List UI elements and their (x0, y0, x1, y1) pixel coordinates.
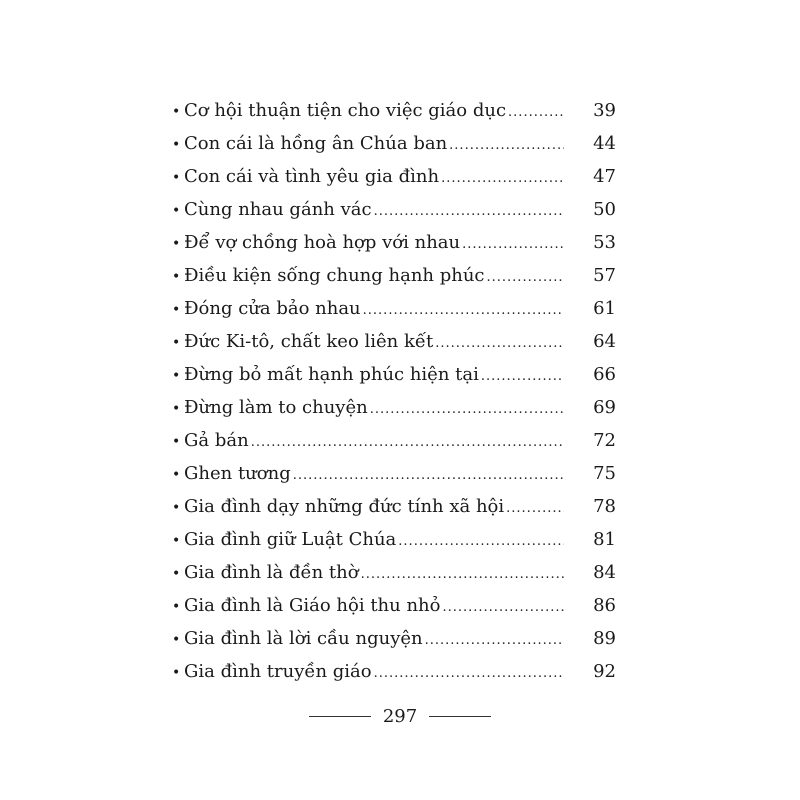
toc-entry-title: Gia đình dạy những đức tính xã hội (184, 496, 505, 517)
toc-entry-page: 81 (593, 529, 616, 550)
toc-entry-title: Gia đình truyền giáo (184, 661, 372, 682)
bullet-icon: • (172, 599, 181, 615)
dot-leader (481, 360, 564, 393)
toc-entry (172, 292, 616, 325)
dot-leader (425, 624, 564, 657)
page-number: 297 (382, 706, 418, 727)
toc-entry (172, 457, 616, 490)
toc-entry (172, 226, 616, 259)
toc-entry-title: Đức Ki-tô, chất keo liên kết (184, 331, 434, 352)
dot-leader (374, 657, 564, 690)
toc-entry-page: 72 (593, 430, 616, 451)
bullet-icon: • (172, 632, 181, 648)
toc-entry-page: 64 (593, 331, 616, 352)
footer-rule-right (429, 716, 491, 717)
bullet-icon: • (172, 665, 181, 681)
bullet-icon: • (172, 533, 181, 549)
toc-entry (172, 589, 616, 622)
dot-leader (442, 591, 564, 624)
toc-entry-title: Con cái là hồng ân Chúa ban (184, 133, 448, 154)
bullet-icon: • (172, 236, 181, 252)
toc-entry-title: Gia đình là đền thờ (184, 562, 359, 583)
toc-entry (172, 523, 616, 556)
toc-entry-title: Gia đình là Giáo hội thu nhỏ (184, 595, 441, 616)
dot-leader (363, 294, 564, 327)
toc-entry-title: Đừng bỏ mất hạnh phúc hiện tại (184, 364, 479, 385)
toc-entry-title: Cơ hội thuận tiện cho việc giáo dục (184, 100, 507, 121)
toc-entry-page: 84 (593, 562, 616, 583)
toc-entry-title: Đừng làm to chuyện (184, 397, 368, 418)
toc-entry-page: 39 (593, 100, 616, 121)
toc-entry-page: 69 (593, 397, 616, 418)
dot-leader (441, 162, 564, 195)
toc-entry-page: 50 (593, 199, 616, 220)
dot-leader (462, 228, 564, 261)
bullet-icon: • (172, 434, 181, 450)
toc-entry-title: Đóng cửa bảo nhau (184, 298, 361, 319)
toc-entry (172, 193, 616, 226)
toc-entry-title: Để vợ chồng hoà hợp với nhau (184, 232, 461, 253)
dot-leader (374, 195, 564, 228)
toc-entry-title: Điều kiện sống chung hạnh phúc (184, 265, 485, 286)
toc-entry-page: 92 (593, 661, 616, 682)
bullet-icon: • (172, 401, 181, 417)
toc-entry-title: Ghen tương (184, 463, 291, 484)
toc-entry-title: Con cái và tình yêu gia đình (184, 166, 440, 187)
dot-leader (361, 558, 564, 591)
footer-rule-left (309, 716, 371, 717)
toc-entry-page: 75 (593, 463, 616, 484)
toc-entry (172, 556, 616, 589)
page-footer (0, 706, 800, 727)
toc-entry (172, 127, 616, 160)
dot-leader (251, 426, 564, 459)
toc-entry-title: Gia đình giữ Luật Chúa (184, 529, 397, 550)
bullet-icon: • (172, 335, 181, 351)
dot-leader (293, 459, 564, 492)
dot-leader (487, 261, 564, 294)
toc-entry-title: Cùng nhau gánh vác (184, 199, 372, 220)
table-of-contents (172, 94, 616, 688)
bullet-icon: • (172, 566, 181, 582)
toc-entry (172, 160, 616, 193)
dot-leader (398, 525, 564, 558)
bullet-icon: • (172, 467, 181, 483)
bullet-icon: • (172, 302, 181, 318)
bullet-icon: • (172, 500, 181, 516)
toc-entry-page: 47 (593, 166, 616, 187)
dot-leader (370, 393, 564, 426)
toc-entry (172, 622, 616, 655)
toc-entry-page: 86 (593, 595, 616, 616)
bullet-icon: • (172, 203, 181, 219)
bullet-icon: • (172, 170, 181, 186)
toc-entry (172, 490, 616, 523)
toc-entry-page: 44 (593, 133, 616, 154)
bullet-icon: • (172, 269, 181, 285)
toc-entry (172, 325, 616, 358)
toc-entry (172, 655, 616, 688)
toc-entry-title: Gia đình là lời cầu nguyện (184, 628, 423, 649)
toc-entry (172, 94, 616, 127)
toc-entry-page: 53 (593, 232, 616, 253)
dot-leader (449, 129, 564, 162)
toc-entry (172, 259, 616, 292)
toc-entry-page: 66 (593, 364, 616, 385)
toc-entry (172, 391, 616, 424)
toc-entry-page: 78 (593, 496, 616, 517)
toc-entry (172, 358, 616, 391)
toc-entry (172, 424, 616, 457)
bullet-icon: • (172, 104, 181, 120)
dot-leader (506, 492, 564, 525)
dot-leader (508, 96, 564, 129)
toc-entry-title: Gả bán (184, 430, 249, 451)
toc-entry-page: 89 (593, 628, 616, 649)
toc-entry-page: 61 (593, 298, 616, 319)
bullet-icon: • (172, 137, 181, 153)
toc-entry-page: 57 (593, 265, 616, 286)
bullet-icon: • (172, 368, 181, 384)
dot-leader (435, 327, 564, 360)
